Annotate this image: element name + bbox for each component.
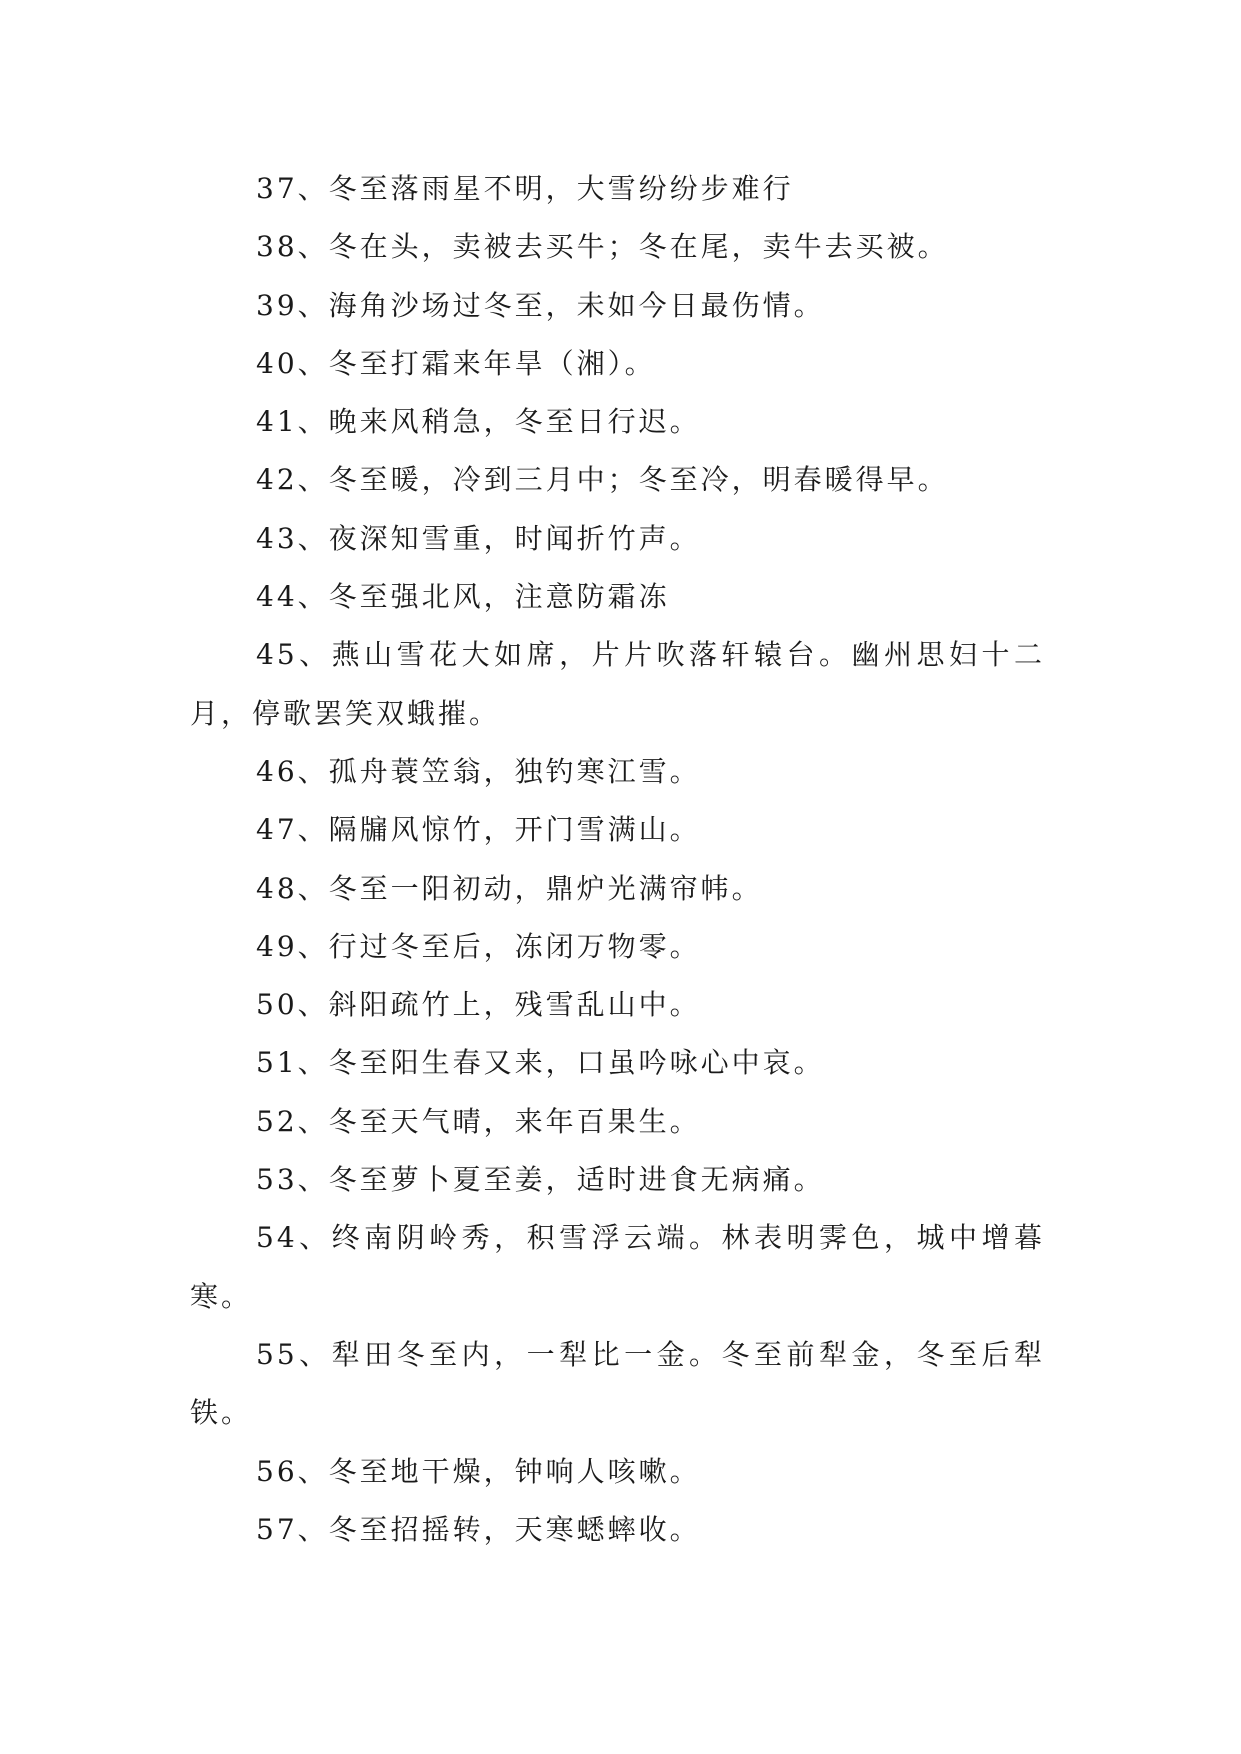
- list-item: 40、冬至打霜来年旱（湘）。: [256, 346, 656, 380]
- item-number: 47: [256, 813, 298, 847]
- list-item: 39、海角沙场过冬至，未如今日最伤情。: [256, 288, 825, 322]
- list-item: 37、冬至落雨星不明，大雪纷纷步难行: [256, 172, 794, 205]
- item-number: 48: [256, 871, 298, 905]
- item-text: 冬至落雨星不明，大雪纷纷步难行: [328, 172, 794, 205]
- item-text: 冬至天气晴，来年百果生。: [328, 1104, 701, 1138]
- item-number: 38: [256, 230, 298, 264]
- item-number: 56: [256, 1454, 298, 1488]
- item-text: 冬至一阳初动，鼎炉光满帘帏。: [328, 871, 763, 905]
- item-number: 49: [256, 929, 298, 963]
- list-item: 51、冬至阳生春又来，口虽吟咏心中哀。: [256, 1046, 825, 1080]
- item-text: 冬至萝卜夏至姜，适时进食无病痛。: [328, 1163, 825, 1197]
- list-item: 45、燕山雪花大如席，片片吹落轩辕台。幽州思妇十二月，停歌罢笑双蛾摧。: [190, 638, 1045, 730]
- item-number: 45: [256, 638, 298, 672]
- list-item: 41、晚来风稍急，冬至日行迟。: [256, 405, 701, 439]
- item-text: 终南阴岭秀，积雪浮云端。林表明霁色，城中增暮寒。: [190, 1221, 1045, 1313]
- document-body: [190, 160, 1045, 1559]
- item-text: 冬至地干燥，钟响人咳嗽。: [328, 1454, 701, 1488]
- item-number: 55: [256, 1337, 298, 1371]
- item-number: 39: [256, 288, 298, 322]
- item-number: 37: [256, 172, 298, 205]
- item-text: 冬至招摇转，天寒蟋蟀收。: [328, 1512, 701, 1546]
- item-text: 海角沙场过冬至，未如今日最伤情。: [328, 288, 825, 322]
- item-text: 隔牖风惊竹，开门雪满山。: [328, 813, 701, 847]
- list-item: 47、隔牖风惊竹，开门雪满山。: [256, 813, 701, 847]
- list-item: 53、冬至萝卜夏至姜，适时进食无病痛。: [256, 1163, 825, 1197]
- item-text: 晚来风稍急，冬至日行迟。: [328, 405, 701, 439]
- list-item: 42、冬至暖，冷到三月中；冬至冷，明春暖得早。: [256, 463, 949, 497]
- item-text: 冬至阳生春又来，口虽吟咏心中哀。: [328, 1046, 825, 1080]
- list-item: 46、孤舟蓑笠翁，独钓寒江雪。: [256, 754, 701, 788]
- list-item: 57、冬至招摇转，天寒蟋蟀收。: [256, 1512, 701, 1546]
- item-number: 50: [256, 988, 298, 1022]
- item-number: 42: [256, 463, 298, 497]
- list-item: 55、犁田冬至内，一犁比一金。冬至前犁金，冬至后犁铁。: [190, 1337, 1045, 1430]
- item-text: 冬至强北风，注意防霜冻: [328, 580, 670, 614]
- item-text: 孤舟蓑笠翁，独钓寒江雪。: [328, 754, 701, 788]
- item-number: 57: [256, 1512, 298, 1546]
- item-number: 41: [256, 405, 298, 439]
- item-number: 51: [256, 1046, 298, 1080]
- item-number: 43: [256, 521, 298, 555]
- item-text: 斜阳疏竹上，残雪乱山中。: [328, 988, 701, 1022]
- list-item: 49、行过冬至后，冻闭万物零。: [256, 929, 701, 963]
- item-number: 54: [256, 1221, 298, 1255]
- list-item: 54、终南阴岭秀，积雪浮云端。林表明霁色，城中增暮寒。: [190, 1221, 1045, 1313]
- item-text: 犁田冬至内，一犁比一金。冬至前犁金，冬至后犁铁。: [190, 1337, 1045, 1430]
- item-number: 40: [256, 346, 298, 380]
- item-number: 46: [256, 754, 298, 788]
- item-text: 行过冬至后，冻闭万物零。: [328, 929, 701, 963]
- list-item: 38、冬在头，卖被去买牛；冬在尾，卖牛去买被。: [256, 230, 949, 264]
- list-item: 50、斜阳疏竹上，残雪乱山中。: [256, 988, 701, 1022]
- item-number: 44: [256, 580, 298, 614]
- list-item: 43、夜深知雪重，时闻折竹声。: [256, 521, 701, 555]
- list-item: 44、冬至强北风，注意防霜冻: [256, 580, 670, 614]
- list-item: 48、冬至一阳初动，鼎炉光满帘帏。: [256, 871, 763, 905]
- item-number: 52: [256, 1104, 298, 1138]
- list-item: 52、冬至天气晴，来年百果生。: [256, 1104, 701, 1138]
- item-text: 燕山雪花大如席，片片吹落轩辕台。幽州思妇十二月，停歌罢笑双蛾摧。: [190, 638, 1045, 730]
- item-text: 夜深知雪重，时闻折竹声。: [328, 521, 701, 555]
- item-text: 冬至打霜来年旱（湘）。: [328, 346, 656, 380]
- item-text: 冬至暖，冷到三月中；冬至冷，明春暖得早。: [328, 463, 949, 497]
- item-text: 冬在头，卖被去买牛；冬在尾，卖牛去买被。: [328, 230, 949, 264]
- list-item: 56、冬至地干燥，钟响人咳嗽。: [256, 1454, 701, 1488]
- item-number: 53: [256, 1163, 298, 1197]
